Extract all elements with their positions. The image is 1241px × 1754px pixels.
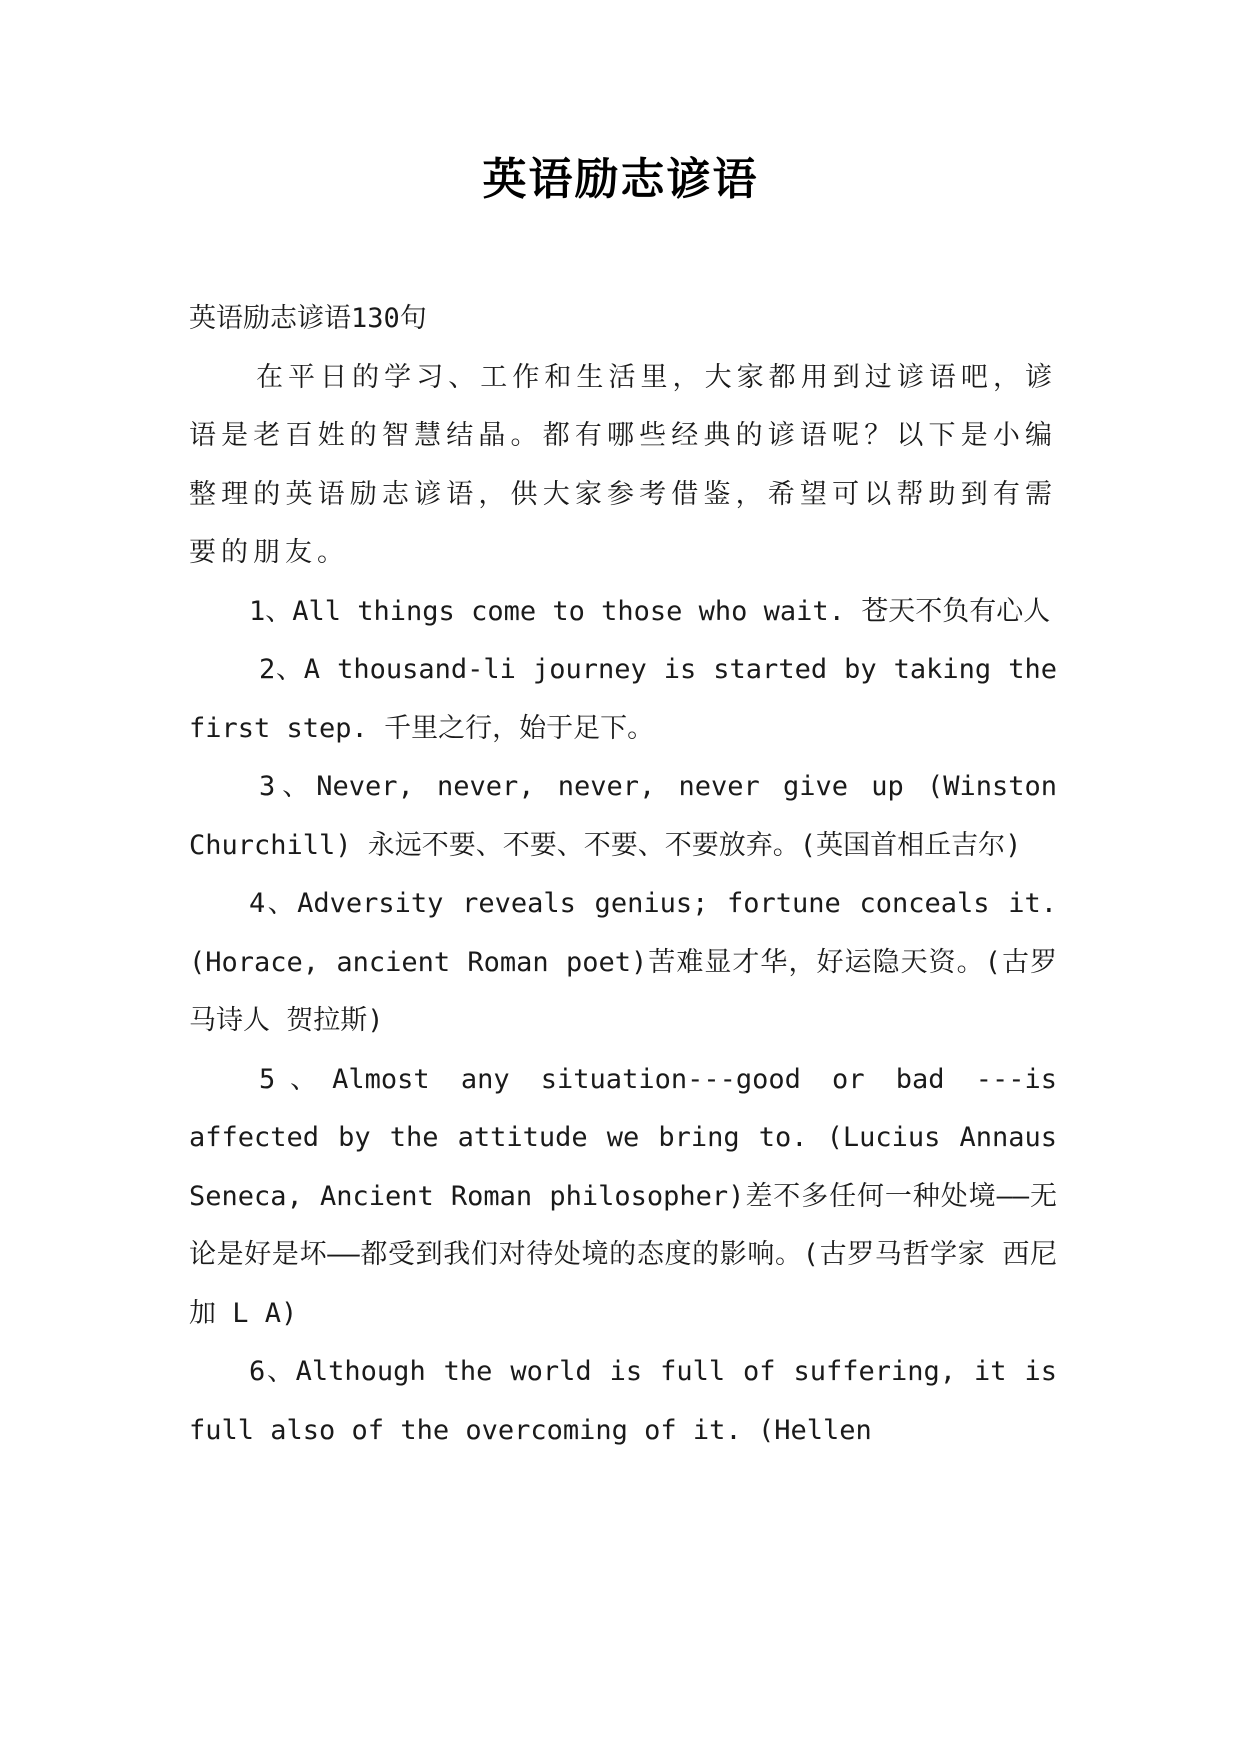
- proverb-item: 5、Almost any situation---good or bad ---is affected by the attitude we bring to. (Lucius Annaus Seneca, Ancient Roman philosopher)差不多任何一种处境——无论是好是坏——都受到我们对待处境的态度的影响。(古罗马哲学家 西尼加 L A): [189, 1063, 1057, 1329]
- proverb-item: 6、Although the world is full of suffering, it is full also of the overcoming of it. (Hellen: [189, 1356, 1057, 1446]
- proverb-item: 2、A thousand-li journey is started by taking the first step. 千里之行，始于足下。: [189, 654, 1057, 744]
- document-body: [189, 290, 1057, 1460]
- document-title: 英语励志谚语: [482, 154, 759, 205]
- proverb-item: 1、All things come to those who wait. 苍天不负有心人: [249, 595, 1051, 627]
- document-subtitle: 英语励志谚语130句: [189, 303, 427, 334]
- proverb-item: 4、Adversity reveals genius; fortune conceals it. (Horace, ancient Roman poet)苦难显才华，好运隐天资。(古罗马诗人 贺拉斯): [189, 888, 1057, 1036]
- proverb-item: 3、Never, never, never, never give up (Winston Churchill) 永远不要、不要、不要、不要放弃。(英国首相丘吉尔): [189, 771, 1057, 861]
- intro-paragraph: 在平日的学习、工作和生活里，大家都用到过谚语吧，谚语是老百姓的智慧结晶。都有哪些经典的谚语呢？以下是小编整理的英语励志谚语，供大家参考借鉴，希望可以帮助到有需要的朋友。: [189, 361, 1057, 568]
